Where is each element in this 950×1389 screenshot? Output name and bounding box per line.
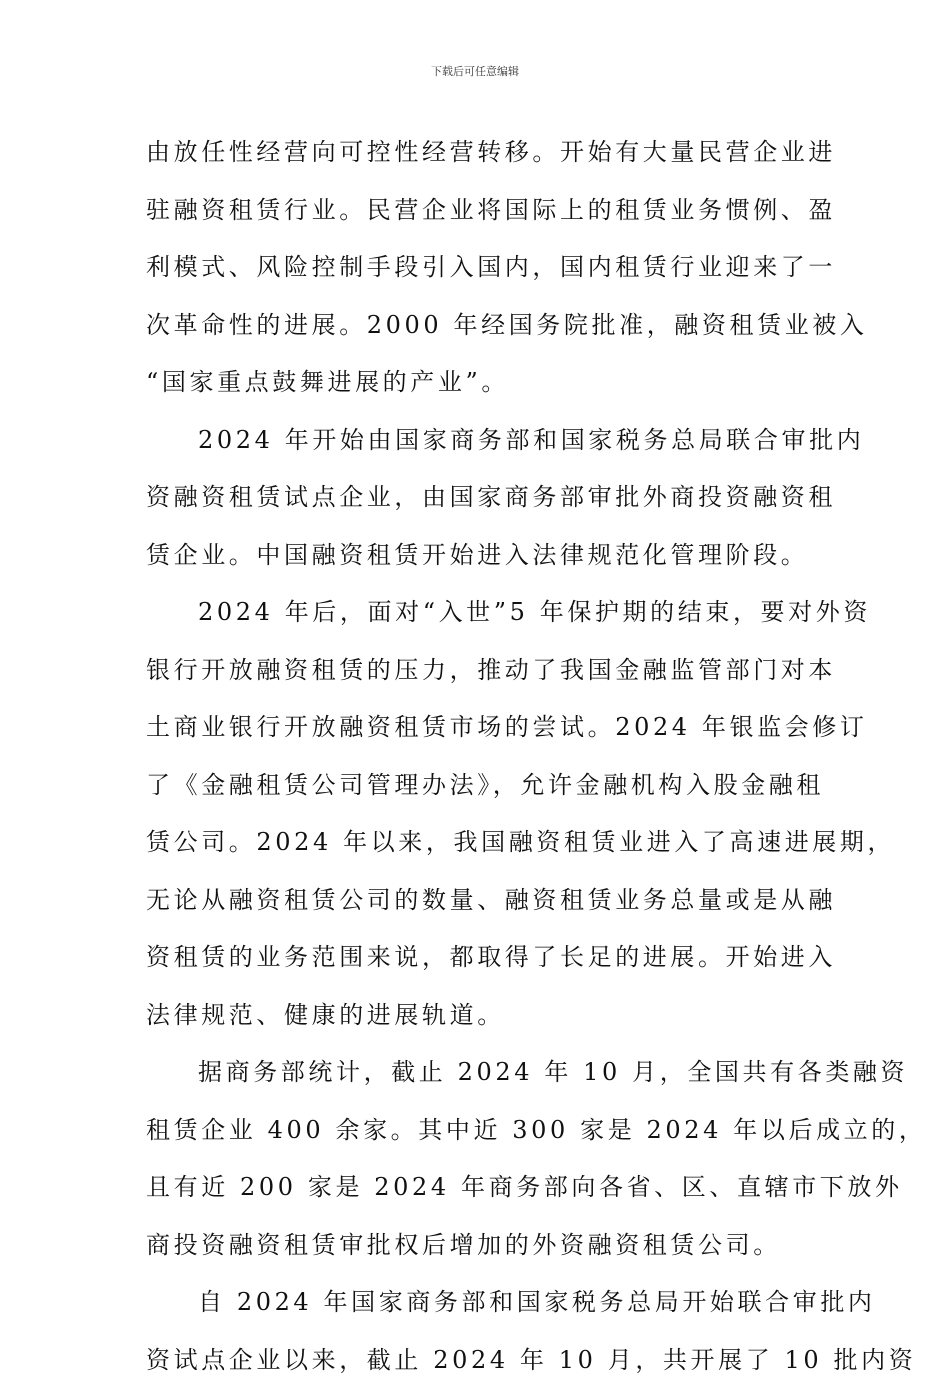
text-line: 且有近 200 家是 2024 年商务部向各省、区、直辖市下放外 — [146, 1159, 810, 1217]
page-header-note: 下载后可任意编辑 — [0, 64, 950, 80]
text-line: 由放任性经营向可控性经营转移。开始有大量民营企业进 — [146, 124, 810, 182]
document-body — [146, 124, 810, 1389]
text-line: 法律规范、健康的进展轨道。 — [146, 987, 810, 1045]
text-line: 商投资融资租赁审批权后增加的外资融资租赁公司。 — [146, 1217, 810, 1275]
text-line: 资租赁的业务范围来说，都取得了长足的进展。开始进入 — [146, 929, 810, 987]
text-line: 了《金融租赁公司管理办法》，允许金融机构入股金融租 — [146, 757, 810, 815]
text-line: 银行开放融资租赁的压力，推动了我国金融监管部门对本 — [146, 642, 810, 700]
paragraph-start-line: 据商务部统计，截止 2024 年 10 月，全国共有各类融资 — [146, 1044, 810, 1102]
text-line: 驻融资租赁行业。民营企业将国际上的租赁业务惯例、盈 — [146, 182, 810, 240]
paragraph-start-line: 2024 年后，面对“入世”5 年保护期的结束，要对外资 — [146, 584, 810, 642]
text-line: 资试点企业以来，截止 2024 年 10 月，共开展了 10 批内资 — [146, 1332, 810, 1389]
paragraph-start-line: 自 2024 年国家商务部和国家税务总局开始联合审批内 — [146, 1274, 810, 1332]
text-line: “国家重点鼓舞进展的产业”。 — [146, 354, 810, 412]
text-line: 土商业银行开放融资租赁市场的尝试。2024 年银监会修订 — [146, 699, 810, 757]
paragraph-start-line: 2024 年开始由国家商务部和国家税务总局联合审批内 — [146, 412, 810, 470]
text-line: 无论从融资租赁公司的数量、融资租赁业务总量或是从融 — [146, 872, 810, 930]
text-line: 次革命性的进展。2000 年经国务院批准，融资租赁业被入 — [146, 297, 810, 355]
text-line: 赁公司。2024 年以来，我国融资租赁业进入了高速进展期， — [146, 814, 810, 872]
text-line: 资融资租赁试点企业，由国家商务部审批外商投资融资租 — [146, 469, 810, 527]
text-line: 赁企业。中国融资租赁开始进入法律规范化管理阶段。 — [146, 527, 810, 585]
text-line: 租赁企业 400 余家。其中近 300 家是 2024 年以后成立的， — [146, 1102, 810, 1160]
text-line: 利模式、风险控制手段引入国内，国内租赁行业迎来了一 — [146, 239, 810, 297]
